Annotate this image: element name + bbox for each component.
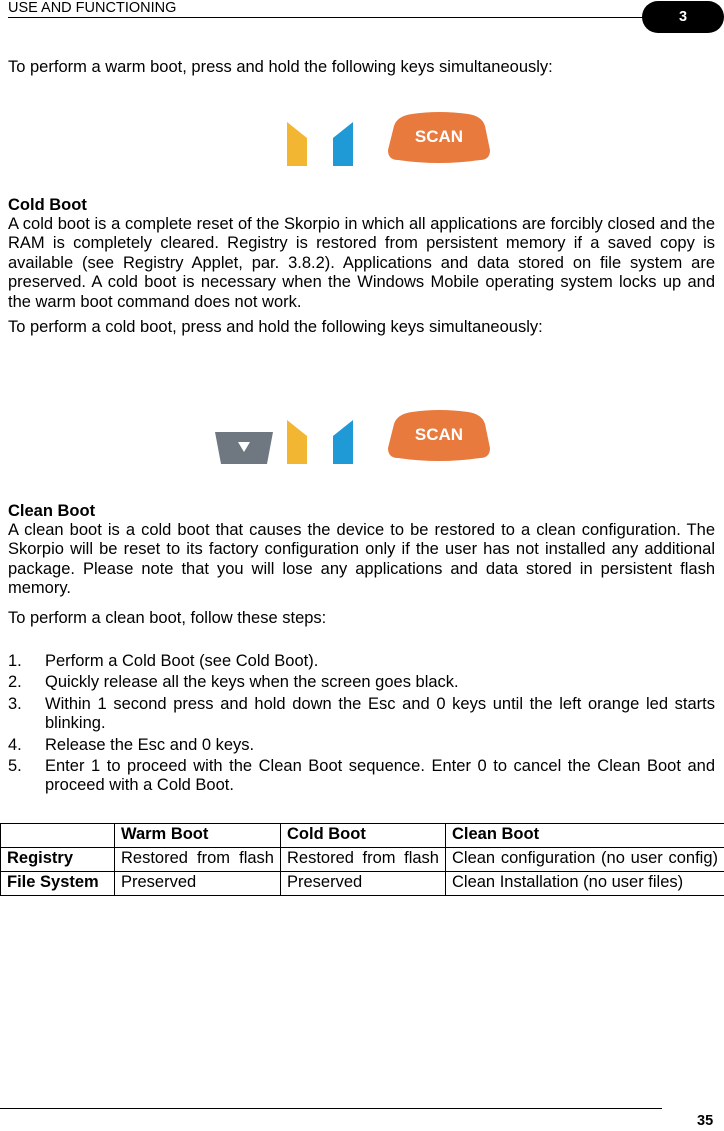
page-number: 35 [697, 1112, 713, 1131]
table-cell: Restored from flash [115, 848, 281, 872]
down-arrow-key-icon [215, 432, 273, 464]
table-row-label: Registry [1, 848, 115, 872]
section-title: USE AND FUNCTIONING [8, 0, 176, 16]
warm-boot-keys [0, 112, 724, 172]
cold-boot-keys [0, 410, 724, 470]
list-item: 5. Enter 1 to proceed with the Clean Boot sequence. Enter 0 to cancel the Clean Boot and proceed with a Cold Boot. [8, 757, 715, 796]
scan-key-icon [388, 410, 490, 462]
cold-boot-heading: Cold Boot [8, 196, 87, 215]
table-header-cell: Warm Boot [115, 824, 281, 848]
table-header-cell: Cold Boot [281, 824, 446, 848]
table-cell: Clean configuration (no user config) [446, 848, 724, 872]
scan-key-icon [388, 112, 490, 164]
chapter-badge: 3 [642, 1, 724, 33]
table-header-cell [1, 824, 115, 848]
clean-boot-heading: Clean Boot [8, 502, 95, 521]
page-header [8, 0, 720, 34]
list-item: 3. Within 1 second press and hold down the Esc and 0 keys until the left orange led starts blinking. [8, 695, 715, 734]
clean-boot-steps [8, 652, 715, 796]
table-row-label: File System [1, 872, 115, 896]
table-row [1, 848, 724, 872]
cold-boot-description: A cold boot is a complete reset of the Skorpio in which all applications are forcibly closed and the RAM is completely cleared. Registry is restored from persistent memory if a saved copy is available (see Registry Applet, par. 3.8.2). Applications and data stored on file system are preserved. A cold boot is necessary when the Windows Mobile operating system locks up and the warm boot command does not work. [8, 215, 715, 312]
boot-comparison-table [0, 823, 724, 896]
cold-boot-instruction: To perform a cold boot, press and hold the following keys simultaneously: [8, 318, 715, 337]
table-cell: Preserved [115, 872, 281, 896]
table-cell: Preserved [281, 872, 446, 896]
table-cell: Restored from flash [281, 848, 446, 872]
blue-key-icon [333, 420, 353, 464]
header-divider [8, 17, 648, 18]
list-item: 1. Perform a Cold Boot (see Cold Boot). [8, 652, 715, 671]
table-header-cell: Clean Boot [446, 824, 724, 848]
clean-boot-description: A clean boot is a cold boot that causes the device to be restored to a clean configuration. The Skorpio will be reset to its factory configuration only if the user has not installed any additional package. Please note that you will lose any applications and data stored in persistent flash memory. [8, 521, 715, 599]
blue-key-icon [333, 122, 353, 166]
yellow-key-icon [287, 420, 307, 464]
list-item: 4. Release the Esc and 0 keys. [8, 736, 715, 755]
clean-boot-instruction: To perform a clean boot, follow these steps: [8, 609, 715, 628]
list-item: 2. Quickly release all the keys when the screen goes black. [8, 673, 715, 692]
table-header-row [1, 824, 724, 848]
footer-divider [0, 1108, 662, 1109]
yellow-key-icon [287, 122, 307, 166]
warm-boot-instruction: To perform a warm boot, press and hold the following keys simultaneously: [8, 58, 715, 77]
scan-key-label: SCAN [415, 425, 463, 444]
table-row [1, 872, 724, 896]
scan-key-label: SCAN [415, 127, 463, 146]
table-cell: Clean Installation (no user files) [446, 872, 724, 896]
